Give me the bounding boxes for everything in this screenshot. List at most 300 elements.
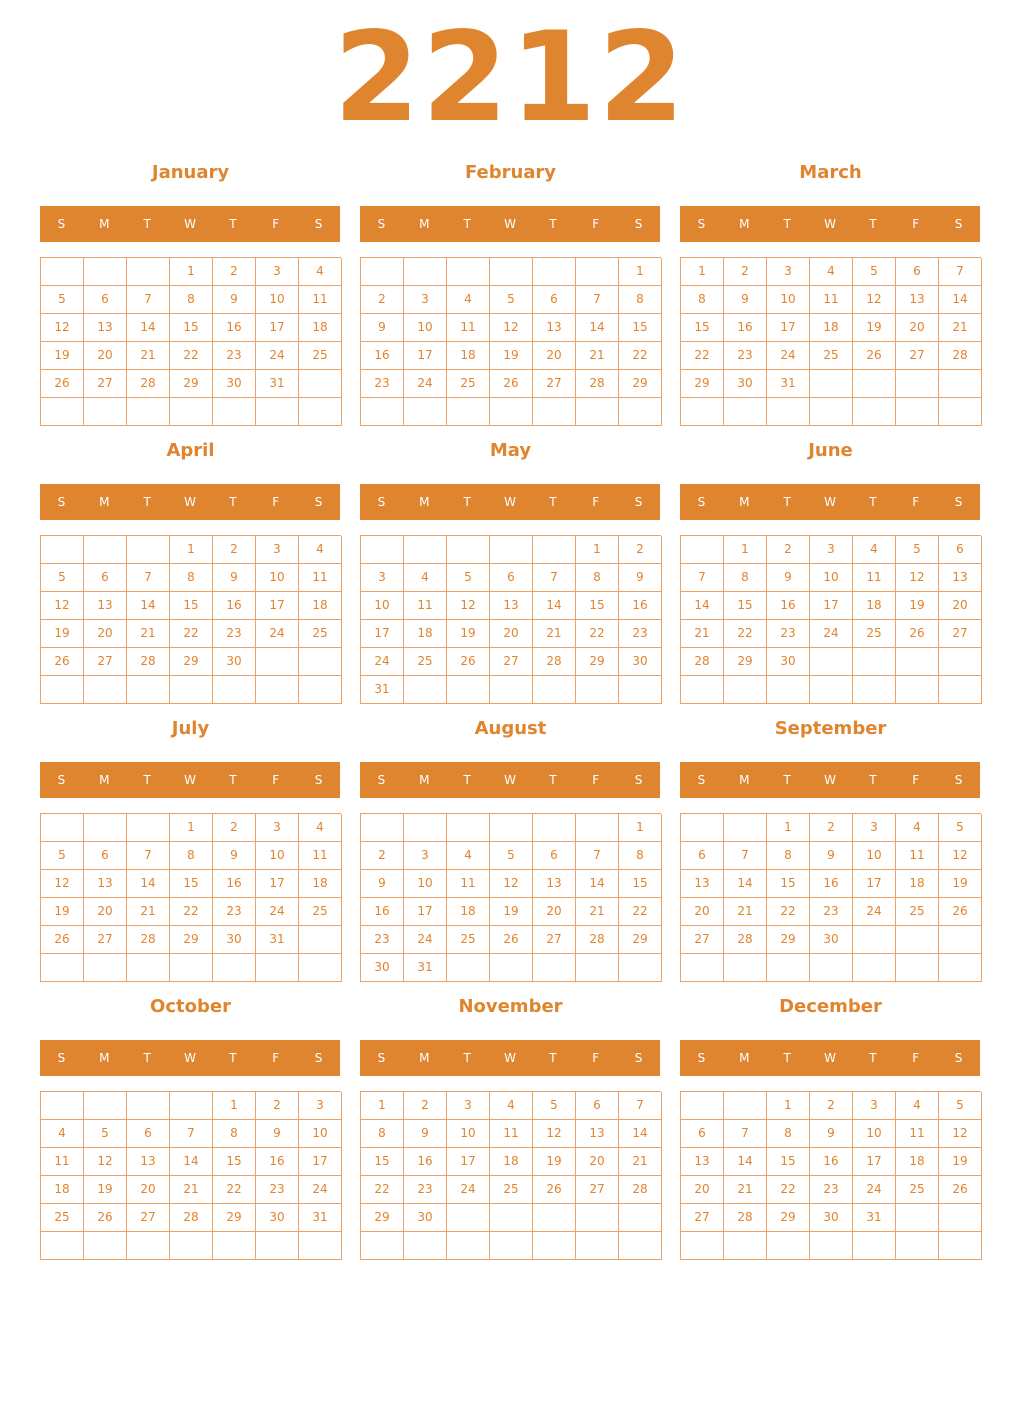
weekday-label: F bbox=[912, 1051, 920, 1065]
day-cell: 10 bbox=[853, 842, 896, 870]
day-cell: 24 bbox=[853, 898, 896, 926]
weekday-label: M bbox=[99, 773, 110, 787]
weekday-label: T bbox=[463, 773, 471, 787]
day-cell bbox=[619, 1204, 662, 1232]
weekday-label: S bbox=[634, 773, 643, 787]
weekday-label: M bbox=[99, 495, 110, 509]
day-cell: 16 bbox=[404, 1148, 447, 1176]
day-cell: 2 bbox=[404, 1092, 447, 1120]
day-cell: 28 bbox=[533, 648, 576, 676]
day-cell: 18 bbox=[447, 342, 490, 370]
day-cell: 1 bbox=[619, 814, 662, 842]
day-cell bbox=[533, 954, 576, 982]
day-grid bbox=[40, 535, 341, 704]
weekday-label: S bbox=[954, 495, 963, 509]
day-cell: 4 bbox=[896, 814, 939, 842]
day-cell: 4 bbox=[299, 258, 342, 286]
day-cell: 19 bbox=[853, 314, 896, 342]
day-cell: 23 bbox=[810, 1176, 853, 1204]
weekday-label: T bbox=[549, 217, 557, 231]
day-cell bbox=[361, 814, 404, 842]
day-cell: 17 bbox=[447, 1148, 490, 1176]
day-cell: 12 bbox=[490, 314, 533, 342]
day-grid bbox=[360, 535, 661, 704]
day-cell bbox=[810, 1232, 853, 1260]
day-cell: 20 bbox=[84, 620, 127, 648]
day-cell bbox=[853, 398, 896, 426]
day-cell: 4 bbox=[404, 564, 447, 592]
weekday-label: S bbox=[634, 217, 643, 231]
day-cell: 21 bbox=[681, 620, 724, 648]
day-cell: 21 bbox=[619, 1148, 662, 1176]
weekday-label: S bbox=[697, 495, 706, 509]
day-cell: 15 bbox=[170, 870, 213, 898]
day-cell: 13 bbox=[576, 1120, 619, 1148]
month-name: June bbox=[808, 440, 853, 461]
day-cell: 14 bbox=[170, 1148, 213, 1176]
weekday-label: M bbox=[739, 773, 750, 787]
day-grid bbox=[40, 813, 341, 982]
day-cell: 27 bbox=[681, 1204, 724, 1232]
day-cell: 25 bbox=[299, 620, 342, 648]
day-cell: 10 bbox=[256, 564, 299, 592]
day-cell: 26 bbox=[447, 648, 490, 676]
day-cell: 25 bbox=[896, 1176, 939, 1204]
day-cell: 29 bbox=[619, 370, 662, 398]
day-cell: 2 bbox=[767, 536, 810, 564]
day-cell: 6 bbox=[896, 258, 939, 286]
day-cell: 20 bbox=[490, 620, 533, 648]
weekday-label: M bbox=[419, 495, 430, 509]
day-cell: 24 bbox=[404, 370, 447, 398]
day-cell: 17 bbox=[256, 870, 299, 898]
day-cell: 18 bbox=[896, 870, 939, 898]
day-cell bbox=[576, 1232, 619, 1260]
day-cell: 13 bbox=[84, 314, 127, 342]
day-cell: 27 bbox=[681, 926, 724, 954]
day-cell: 5 bbox=[84, 1120, 127, 1148]
day-cell: 19 bbox=[447, 620, 490, 648]
day-cell: 25 bbox=[490, 1176, 533, 1204]
day-cell: 21 bbox=[127, 620, 170, 648]
day-cell: 2 bbox=[256, 1092, 299, 1120]
day-cell bbox=[490, 398, 533, 426]
day-cell bbox=[404, 536, 447, 564]
weekday-label: T bbox=[783, 1051, 791, 1065]
day-cell bbox=[213, 1232, 256, 1260]
day-cell: 14 bbox=[127, 870, 170, 898]
day-cell: 20 bbox=[939, 592, 982, 620]
day-cell: 8 bbox=[767, 842, 810, 870]
day-cell: 29 bbox=[681, 370, 724, 398]
day-cell: 22 bbox=[619, 342, 662, 370]
day-cell bbox=[767, 676, 810, 704]
day-grid bbox=[680, 1091, 981, 1260]
weekday-label: T bbox=[229, 217, 237, 231]
day-cell: 18 bbox=[299, 592, 342, 620]
weekday-label: S bbox=[377, 495, 386, 509]
day-cell bbox=[299, 648, 342, 676]
day-cell bbox=[404, 398, 447, 426]
day-cell bbox=[170, 1232, 213, 1260]
day-cell bbox=[939, 1232, 982, 1260]
month-name: January bbox=[151, 162, 230, 183]
weekday-label: M bbox=[419, 773, 430, 787]
day-cell: 14 bbox=[681, 592, 724, 620]
day-cell bbox=[490, 1204, 533, 1232]
day-cell: 5 bbox=[939, 1092, 982, 1120]
day-cell: 13 bbox=[84, 870, 127, 898]
day-cell: 10 bbox=[853, 1120, 896, 1148]
day-cell: 2 bbox=[213, 814, 256, 842]
day-cell: 10 bbox=[299, 1120, 342, 1148]
day-cell: 9 bbox=[361, 314, 404, 342]
day-cell: 24 bbox=[256, 342, 299, 370]
day-cell: 17 bbox=[361, 620, 404, 648]
day-cell: 24 bbox=[810, 620, 853, 648]
day-cell: 10 bbox=[404, 870, 447, 898]
day-cell: 29 bbox=[724, 648, 767, 676]
day-cell: 2 bbox=[724, 258, 767, 286]
weekday-label: S bbox=[954, 773, 963, 787]
day-cell: 21 bbox=[576, 898, 619, 926]
day-cell: 24 bbox=[853, 1176, 896, 1204]
weekday-header bbox=[40, 206, 340, 242]
day-cell: 7 bbox=[127, 564, 170, 592]
day-cell: 11 bbox=[299, 286, 342, 314]
weekday-label: W bbox=[184, 217, 196, 231]
day-grid bbox=[360, 1091, 661, 1260]
day-cell: 30 bbox=[361, 954, 404, 982]
day-cell: 31 bbox=[361, 676, 404, 704]
day-cell: 13 bbox=[939, 564, 982, 592]
weekday-label: T bbox=[229, 773, 237, 787]
weekday-header bbox=[40, 1040, 340, 1076]
day-cell: 27 bbox=[127, 1204, 170, 1232]
day-cell: 3 bbox=[853, 1092, 896, 1120]
day-cell: 3 bbox=[256, 258, 299, 286]
day-cell: 14 bbox=[576, 314, 619, 342]
day-cell bbox=[256, 954, 299, 982]
day-cell bbox=[490, 1232, 533, 1260]
day-cell bbox=[619, 398, 662, 426]
day-cell: 15 bbox=[576, 592, 619, 620]
day-cell bbox=[84, 398, 127, 426]
day-cell bbox=[299, 1232, 342, 1260]
day-cell: 21 bbox=[724, 1176, 767, 1204]
day-cell: 1 bbox=[681, 258, 724, 286]
day-cell: 8 bbox=[213, 1120, 256, 1148]
day-cell bbox=[447, 398, 490, 426]
day-cell: 17 bbox=[767, 314, 810, 342]
day-cell: 28 bbox=[681, 648, 724, 676]
day-cell bbox=[127, 1092, 170, 1120]
day-cell: 22 bbox=[619, 898, 662, 926]
day-cell bbox=[576, 676, 619, 704]
day-cell: 13 bbox=[896, 286, 939, 314]
day-cell: 31 bbox=[767, 370, 810, 398]
day-cell: 23 bbox=[361, 926, 404, 954]
day-cell: 30 bbox=[213, 648, 256, 676]
day-cell: 12 bbox=[447, 592, 490, 620]
day-cell: 20 bbox=[681, 898, 724, 926]
day-cell: 25 bbox=[896, 898, 939, 926]
day-cell: 14 bbox=[619, 1120, 662, 1148]
day-cell bbox=[939, 370, 982, 398]
day-cell: 12 bbox=[533, 1120, 576, 1148]
day-cell: 11 bbox=[299, 564, 342, 592]
weekday-label: W bbox=[824, 1051, 836, 1065]
day-cell: 11 bbox=[41, 1148, 84, 1176]
day-cell: 29 bbox=[576, 648, 619, 676]
day-cell: 3 bbox=[404, 286, 447, 314]
day-cell: 12 bbox=[490, 870, 533, 898]
day-cell: 26 bbox=[41, 648, 84, 676]
weekday-header bbox=[680, 484, 980, 520]
day-cell bbox=[127, 1232, 170, 1260]
day-cell: 30 bbox=[810, 1204, 853, 1232]
day-cell: 29 bbox=[767, 1204, 810, 1232]
day-cell: 9 bbox=[213, 842, 256, 870]
weekday-label: W bbox=[184, 495, 196, 509]
day-cell: 13 bbox=[84, 592, 127, 620]
weekday-label: T bbox=[549, 495, 557, 509]
day-cell: 13 bbox=[681, 870, 724, 898]
weekday-label: F bbox=[592, 495, 600, 509]
weekday-label: T bbox=[463, 217, 471, 231]
day-cell bbox=[576, 398, 619, 426]
weekday-label: F bbox=[912, 495, 920, 509]
day-cell: 18 bbox=[853, 592, 896, 620]
day-cell: 23 bbox=[619, 620, 662, 648]
day-cell: 28 bbox=[127, 370, 170, 398]
day-cell: 1 bbox=[170, 258, 213, 286]
day-cell: 16 bbox=[361, 898, 404, 926]
day-cell: 28 bbox=[127, 926, 170, 954]
day-cell: 31 bbox=[853, 1204, 896, 1232]
weekday-label: F bbox=[592, 773, 600, 787]
day-cell: 21 bbox=[127, 898, 170, 926]
day-cell: 1 bbox=[767, 1092, 810, 1120]
day-cell: 5 bbox=[41, 842, 84, 870]
day-cell: 19 bbox=[41, 620, 84, 648]
month-name: October bbox=[150, 996, 231, 1017]
day-cell: 5 bbox=[896, 536, 939, 564]
weekday-label: F bbox=[912, 217, 920, 231]
day-cell: 25 bbox=[299, 898, 342, 926]
day-cell bbox=[84, 1232, 127, 1260]
day-cell: 30 bbox=[256, 1204, 299, 1232]
day-cell bbox=[533, 676, 576, 704]
day-cell: 22 bbox=[767, 898, 810, 926]
day-cell: 1 bbox=[767, 814, 810, 842]
day-cell bbox=[939, 1204, 982, 1232]
day-cell: 4 bbox=[41, 1120, 84, 1148]
month-name: May bbox=[489, 440, 532, 461]
day-cell: 6 bbox=[127, 1120, 170, 1148]
weekday-label: S bbox=[314, 1051, 323, 1065]
weekday-label: W bbox=[184, 773, 196, 787]
weekday-label: F bbox=[272, 217, 280, 231]
day-cell: 3 bbox=[810, 536, 853, 564]
day-cell: 10 bbox=[447, 1120, 490, 1148]
weekday-label: T bbox=[869, 217, 877, 231]
weekday-label: W bbox=[184, 1051, 196, 1065]
day-cell: 14 bbox=[533, 592, 576, 620]
day-cell: 18 bbox=[490, 1148, 533, 1176]
day-cell: 9 bbox=[810, 1120, 853, 1148]
day-cell: 22 bbox=[576, 620, 619, 648]
day-cell: 27 bbox=[939, 620, 982, 648]
day-cell: 23 bbox=[361, 370, 404, 398]
day-cell bbox=[447, 676, 490, 704]
day-cell: 2 bbox=[361, 842, 404, 870]
day-cell: 22 bbox=[361, 1176, 404, 1204]
weekday-label: W bbox=[504, 1051, 516, 1065]
day-cell: 15 bbox=[681, 314, 724, 342]
day-cell: 11 bbox=[299, 842, 342, 870]
weekday-label: S bbox=[697, 1051, 706, 1065]
day-cell bbox=[299, 370, 342, 398]
day-cell bbox=[767, 954, 810, 982]
weekday-label: S bbox=[377, 773, 386, 787]
day-cell bbox=[490, 814, 533, 842]
day-cell: 13 bbox=[490, 592, 533, 620]
day-cell bbox=[361, 536, 404, 564]
day-cell: 29 bbox=[170, 370, 213, 398]
day-cell: 8 bbox=[619, 286, 662, 314]
day-cell: 4 bbox=[299, 814, 342, 842]
day-cell: 5 bbox=[41, 286, 84, 314]
day-cell bbox=[447, 1232, 490, 1260]
weekday-label: M bbox=[739, 1051, 750, 1065]
day-cell: 14 bbox=[724, 870, 767, 898]
day-cell: 6 bbox=[490, 564, 533, 592]
weekday-label: T bbox=[229, 1051, 237, 1065]
day-cell: 8 bbox=[170, 842, 213, 870]
day-cell: 6 bbox=[84, 564, 127, 592]
day-cell: 28 bbox=[170, 1204, 213, 1232]
day-cell: 2 bbox=[213, 536, 256, 564]
day-cell: 11 bbox=[896, 842, 939, 870]
day-cell: 21 bbox=[576, 342, 619, 370]
day-cell bbox=[767, 1232, 810, 1260]
weekday-label: F bbox=[272, 495, 280, 509]
day-cell bbox=[404, 1232, 447, 1260]
day-cell: 28 bbox=[576, 926, 619, 954]
day-cell bbox=[724, 398, 767, 426]
weekday-label: F bbox=[592, 1051, 600, 1065]
day-cell: 26 bbox=[939, 1176, 982, 1204]
day-cell: 6 bbox=[84, 842, 127, 870]
day-cell: 22 bbox=[213, 1176, 256, 1204]
month-name: December bbox=[779, 996, 882, 1017]
weekday-label: T bbox=[869, 495, 877, 509]
day-cell: 14 bbox=[724, 1148, 767, 1176]
day-cell: 11 bbox=[490, 1120, 533, 1148]
day-cell bbox=[404, 676, 447, 704]
day-cell: 17 bbox=[256, 314, 299, 342]
day-cell bbox=[41, 398, 84, 426]
day-cell: 6 bbox=[533, 286, 576, 314]
day-cell: 23 bbox=[767, 620, 810, 648]
day-cell: 8 bbox=[576, 564, 619, 592]
day-cell: 28 bbox=[576, 370, 619, 398]
weekday-label: T bbox=[549, 1051, 557, 1065]
day-grid bbox=[360, 257, 661, 426]
day-cell bbox=[853, 648, 896, 676]
day-cell: 15 bbox=[170, 592, 213, 620]
day-cell: 23 bbox=[404, 1176, 447, 1204]
day-cell bbox=[84, 676, 127, 704]
day-cell: 3 bbox=[256, 536, 299, 564]
day-cell: 29 bbox=[213, 1204, 256, 1232]
day-cell: 19 bbox=[939, 1148, 982, 1176]
day-cell bbox=[256, 648, 299, 676]
day-cell bbox=[213, 676, 256, 704]
day-cell: 4 bbox=[853, 536, 896, 564]
day-cell: 12 bbox=[41, 592, 84, 620]
day-cell: 31 bbox=[299, 1204, 342, 1232]
day-cell: 16 bbox=[767, 592, 810, 620]
day-cell: 3 bbox=[361, 564, 404, 592]
day-cell: 22 bbox=[724, 620, 767, 648]
day-cell bbox=[533, 258, 576, 286]
day-cell: 4 bbox=[447, 842, 490, 870]
weekday-label: T bbox=[143, 1051, 151, 1065]
day-cell: 27 bbox=[896, 342, 939, 370]
day-cell: 7 bbox=[533, 564, 576, 592]
day-cell: 25 bbox=[41, 1204, 84, 1232]
day-cell: 1 bbox=[170, 536, 213, 564]
day-cell bbox=[256, 1232, 299, 1260]
day-cell: 11 bbox=[447, 870, 490, 898]
day-cell: 1 bbox=[619, 258, 662, 286]
day-cell: 17 bbox=[853, 870, 896, 898]
day-cell bbox=[404, 258, 447, 286]
day-cell bbox=[490, 536, 533, 564]
day-cell: 1 bbox=[576, 536, 619, 564]
day-cell bbox=[533, 1232, 576, 1260]
day-cell: 4 bbox=[490, 1092, 533, 1120]
day-cell: 2 bbox=[810, 1092, 853, 1120]
weekday-header bbox=[680, 762, 980, 798]
day-cell bbox=[41, 258, 84, 286]
day-grid bbox=[680, 257, 981, 426]
day-cell bbox=[447, 258, 490, 286]
weekday-header bbox=[680, 1040, 980, 1076]
day-cell: 22 bbox=[170, 620, 213, 648]
day-cell bbox=[853, 926, 896, 954]
day-cell bbox=[127, 954, 170, 982]
day-cell: 16 bbox=[361, 342, 404, 370]
day-cell bbox=[533, 536, 576, 564]
day-cell: 23 bbox=[810, 898, 853, 926]
day-cell bbox=[853, 1232, 896, 1260]
day-cell bbox=[576, 954, 619, 982]
day-cell: 28 bbox=[619, 1176, 662, 1204]
weekday-label: F bbox=[272, 773, 280, 787]
day-cell: 2 bbox=[619, 536, 662, 564]
day-cell bbox=[41, 536, 84, 564]
weekday-label: S bbox=[954, 1051, 963, 1065]
weekday-label: T bbox=[869, 1051, 877, 1065]
weekday-label: S bbox=[634, 495, 643, 509]
day-cell: 6 bbox=[939, 536, 982, 564]
day-cell: 26 bbox=[41, 370, 84, 398]
month-name: September bbox=[774, 718, 887, 739]
day-cell bbox=[84, 1092, 127, 1120]
